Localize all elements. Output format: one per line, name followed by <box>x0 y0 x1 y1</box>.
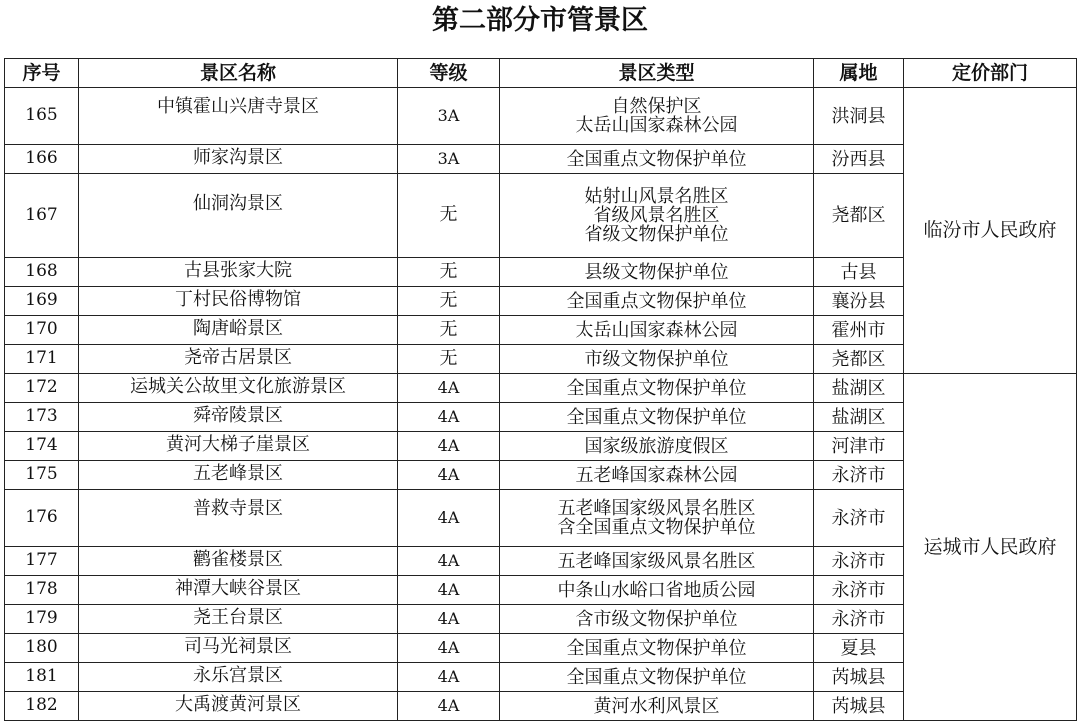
header-type: 景区类型 <box>500 59 814 88</box>
cell-location: 夏县 <box>814 634 904 663</box>
cell-location: 盐湖区 <box>814 374 904 403</box>
cell-no: 178 <box>5 576 79 605</box>
cell-location: 芮城县 <box>814 692 904 721</box>
cell-type <box>500 145 814 174</box>
cell-grade: 无 <box>398 287 500 316</box>
cell-grade: 4A <box>398 576 500 605</box>
cell-location: 永济市 <box>814 547 904 576</box>
cell-type <box>500 576 814 605</box>
type-line: 市级文物保护单位 <box>584 348 729 370</box>
cell-location: 洪洞县 <box>814 88 904 145</box>
cell-type <box>500 316 814 345</box>
cell-no: 175 <box>5 461 79 490</box>
cell-name: 师家沟景区 <box>79 145 398 174</box>
cell-type <box>500 634 814 663</box>
scenic-area-table <box>4 58 1077 721</box>
type-line: 全国重点文物保护单位 <box>566 377 747 399</box>
cell-type <box>500 490 814 547</box>
table-row <box>5 88 1077 145</box>
cell-no: 181 <box>5 663 79 692</box>
cell-grade: 4A <box>398 374 500 403</box>
cell-location: 河津市 <box>814 432 904 461</box>
header-no: 序号 <box>5 59 79 88</box>
cell-location: 尧都区 <box>814 174 904 258</box>
cell-type <box>500 345 814 374</box>
cell-type <box>500 547 814 576</box>
cell-name: 古县张家大院 <box>79 258 398 287</box>
type-line: 五老峰国家级风景名胜区 <box>557 498 756 519</box>
table-row <box>5 374 1077 403</box>
cell-type <box>500 88 814 145</box>
cell-name: 大禹渡黄河景区 <box>79 692 398 721</box>
cell-no: 182 <box>5 692 79 721</box>
type-line: 五老峰国家级风景名胜区 <box>557 550 756 572</box>
cell-type <box>500 663 814 692</box>
cell-no: 168 <box>5 258 79 287</box>
cell-name: 永乐宫景区 <box>79 663 398 692</box>
cell-no: 180 <box>5 634 79 663</box>
cell-no: 173 <box>5 403 79 432</box>
cell-name: 舜帝陵景区 <box>79 403 398 432</box>
cell-grade: 4A <box>398 605 500 634</box>
cell-location: 永济市 <box>814 605 904 634</box>
cell-type <box>500 287 814 316</box>
header-location: 属地 <box>814 59 904 88</box>
header-grade: 等级 <box>398 59 500 88</box>
cell-location: 盐湖区 <box>814 403 904 432</box>
cell-type <box>500 432 814 461</box>
type-line: 自然保护区 <box>611 96 702 117</box>
cell-grade: 3A <box>398 145 500 174</box>
cell-no: 165 <box>5 88 79 145</box>
cell-name: 尧帝古居景区 <box>79 345 398 374</box>
cell-name: 五老峰景区 <box>79 461 398 490</box>
cell-grade: 4A <box>398 634 500 663</box>
cell-type <box>500 374 814 403</box>
cell-location: 古县 <box>814 258 904 287</box>
cell-grade: 4A <box>398 461 500 490</box>
cell-name: 黄河大梯子崖景区 <box>79 432 398 461</box>
cell-name: 鹳雀楼景区 <box>79 547 398 576</box>
cell-no: 174 <box>5 432 79 461</box>
cell-name: 陶唐峪景区 <box>79 316 398 345</box>
cell-no: 179 <box>5 605 79 634</box>
cell-name: 尧王台景区 <box>79 605 398 634</box>
cell-type <box>500 692 814 721</box>
cell-location: 永济市 <box>814 490 904 547</box>
cell-name: 仙洞沟景区 <box>79 174 398 258</box>
type-line: 全国重点文物保护单位 <box>566 148 747 170</box>
cell-grade: 3A <box>398 88 500 145</box>
cell-name: 司马光祠景区 <box>79 634 398 663</box>
type-line: 国家级旅游度假区 <box>584 435 729 457</box>
cell-type <box>500 403 814 432</box>
cell-grade: 无 <box>398 345 500 374</box>
cell-grade: 4A <box>398 490 500 547</box>
type-line: 五老峰国家森林公园 <box>575 464 738 486</box>
cell-grade: 4A <box>398 663 500 692</box>
cell-no: 172 <box>5 374 79 403</box>
type-line: 中条山水峪口省地质公园 <box>557 579 756 601</box>
cell-grade: 无 <box>398 174 500 258</box>
cell-type <box>500 461 814 490</box>
cell-name: 普救寺景区 <box>79 490 398 547</box>
type-line: 姑射山风景名胜区 <box>584 186 729 207</box>
type-line: 全国重点文物保护单位 <box>566 406 747 428</box>
header-name: 景区名称 <box>79 59 398 88</box>
cell-type <box>500 174 814 258</box>
cell-location: 永济市 <box>814 461 904 490</box>
cell-grade: 无 <box>398 258 500 287</box>
cell-location: 尧都区 <box>814 345 904 374</box>
type-line: 全国重点文物保护单位 <box>566 290 747 312</box>
cell-grade: 4A <box>398 547 500 576</box>
header-dept: 定价部门 <box>904 59 1077 88</box>
cell-name: 神潭大峡谷景区 <box>79 576 398 605</box>
type-line: 太岳山国家森林公园 <box>575 319 738 341</box>
cell-name: 运城关公故里文化旅游景区 <box>79 374 398 403</box>
cell-grade: 4A <box>398 432 500 461</box>
cell-type <box>500 605 814 634</box>
type-line: 含全国重点文物保护单位 <box>557 517 756 538</box>
type-line: 含市级文物保护单位 <box>575 608 738 630</box>
type-line: 省级文物保护单位 <box>584 224 729 245</box>
cell-grade: 4A <box>398 403 500 432</box>
cell-dept: 运城市人民政府 <box>904 374 1077 721</box>
cell-no: 166 <box>5 145 79 174</box>
type-line: 全国重点文物保护单位 <box>566 637 747 659</box>
cell-location: 襄汾县 <box>814 287 904 316</box>
cell-no: 169 <box>5 287 79 316</box>
cell-location: 芮城县 <box>814 663 904 692</box>
type-line: 太岳山国家森林公园 <box>575 115 738 136</box>
type-line: 省级风景名胜区 <box>593 205 720 226</box>
cell-no: 170 <box>5 316 79 345</box>
page-title: 第二部分市管景区 <box>432 5 648 36</box>
cell-name: 中镇霍山兴唐寺景区 <box>79 88 398 145</box>
cell-dept: 临汾市人民政府 <box>904 88 1077 374</box>
type-line: 县级文物保护单位 <box>584 261 729 283</box>
cell-grade: 无 <box>398 316 500 345</box>
cell-location: 永济市 <box>814 576 904 605</box>
table-header-row <box>5 59 1077 88</box>
cell-no: 167 <box>5 174 79 258</box>
cell-name: 丁村民俗博物馆 <box>79 287 398 316</box>
cell-no: 176 <box>5 490 79 547</box>
cell-no: 171 <box>5 345 79 374</box>
type-line: 黄河水利风景区 <box>593 695 720 717</box>
cell-location: 霍州市 <box>814 316 904 345</box>
cell-location: 汾西县 <box>814 145 904 174</box>
type-line: 全国重点文物保护单位 <box>566 666 747 688</box>
cell-no: 177 <box>5 547 79 576</box>
cell-grade: 4A <box>398 692 500 721</box>
cell-type <box>500 258 814 287</box>
